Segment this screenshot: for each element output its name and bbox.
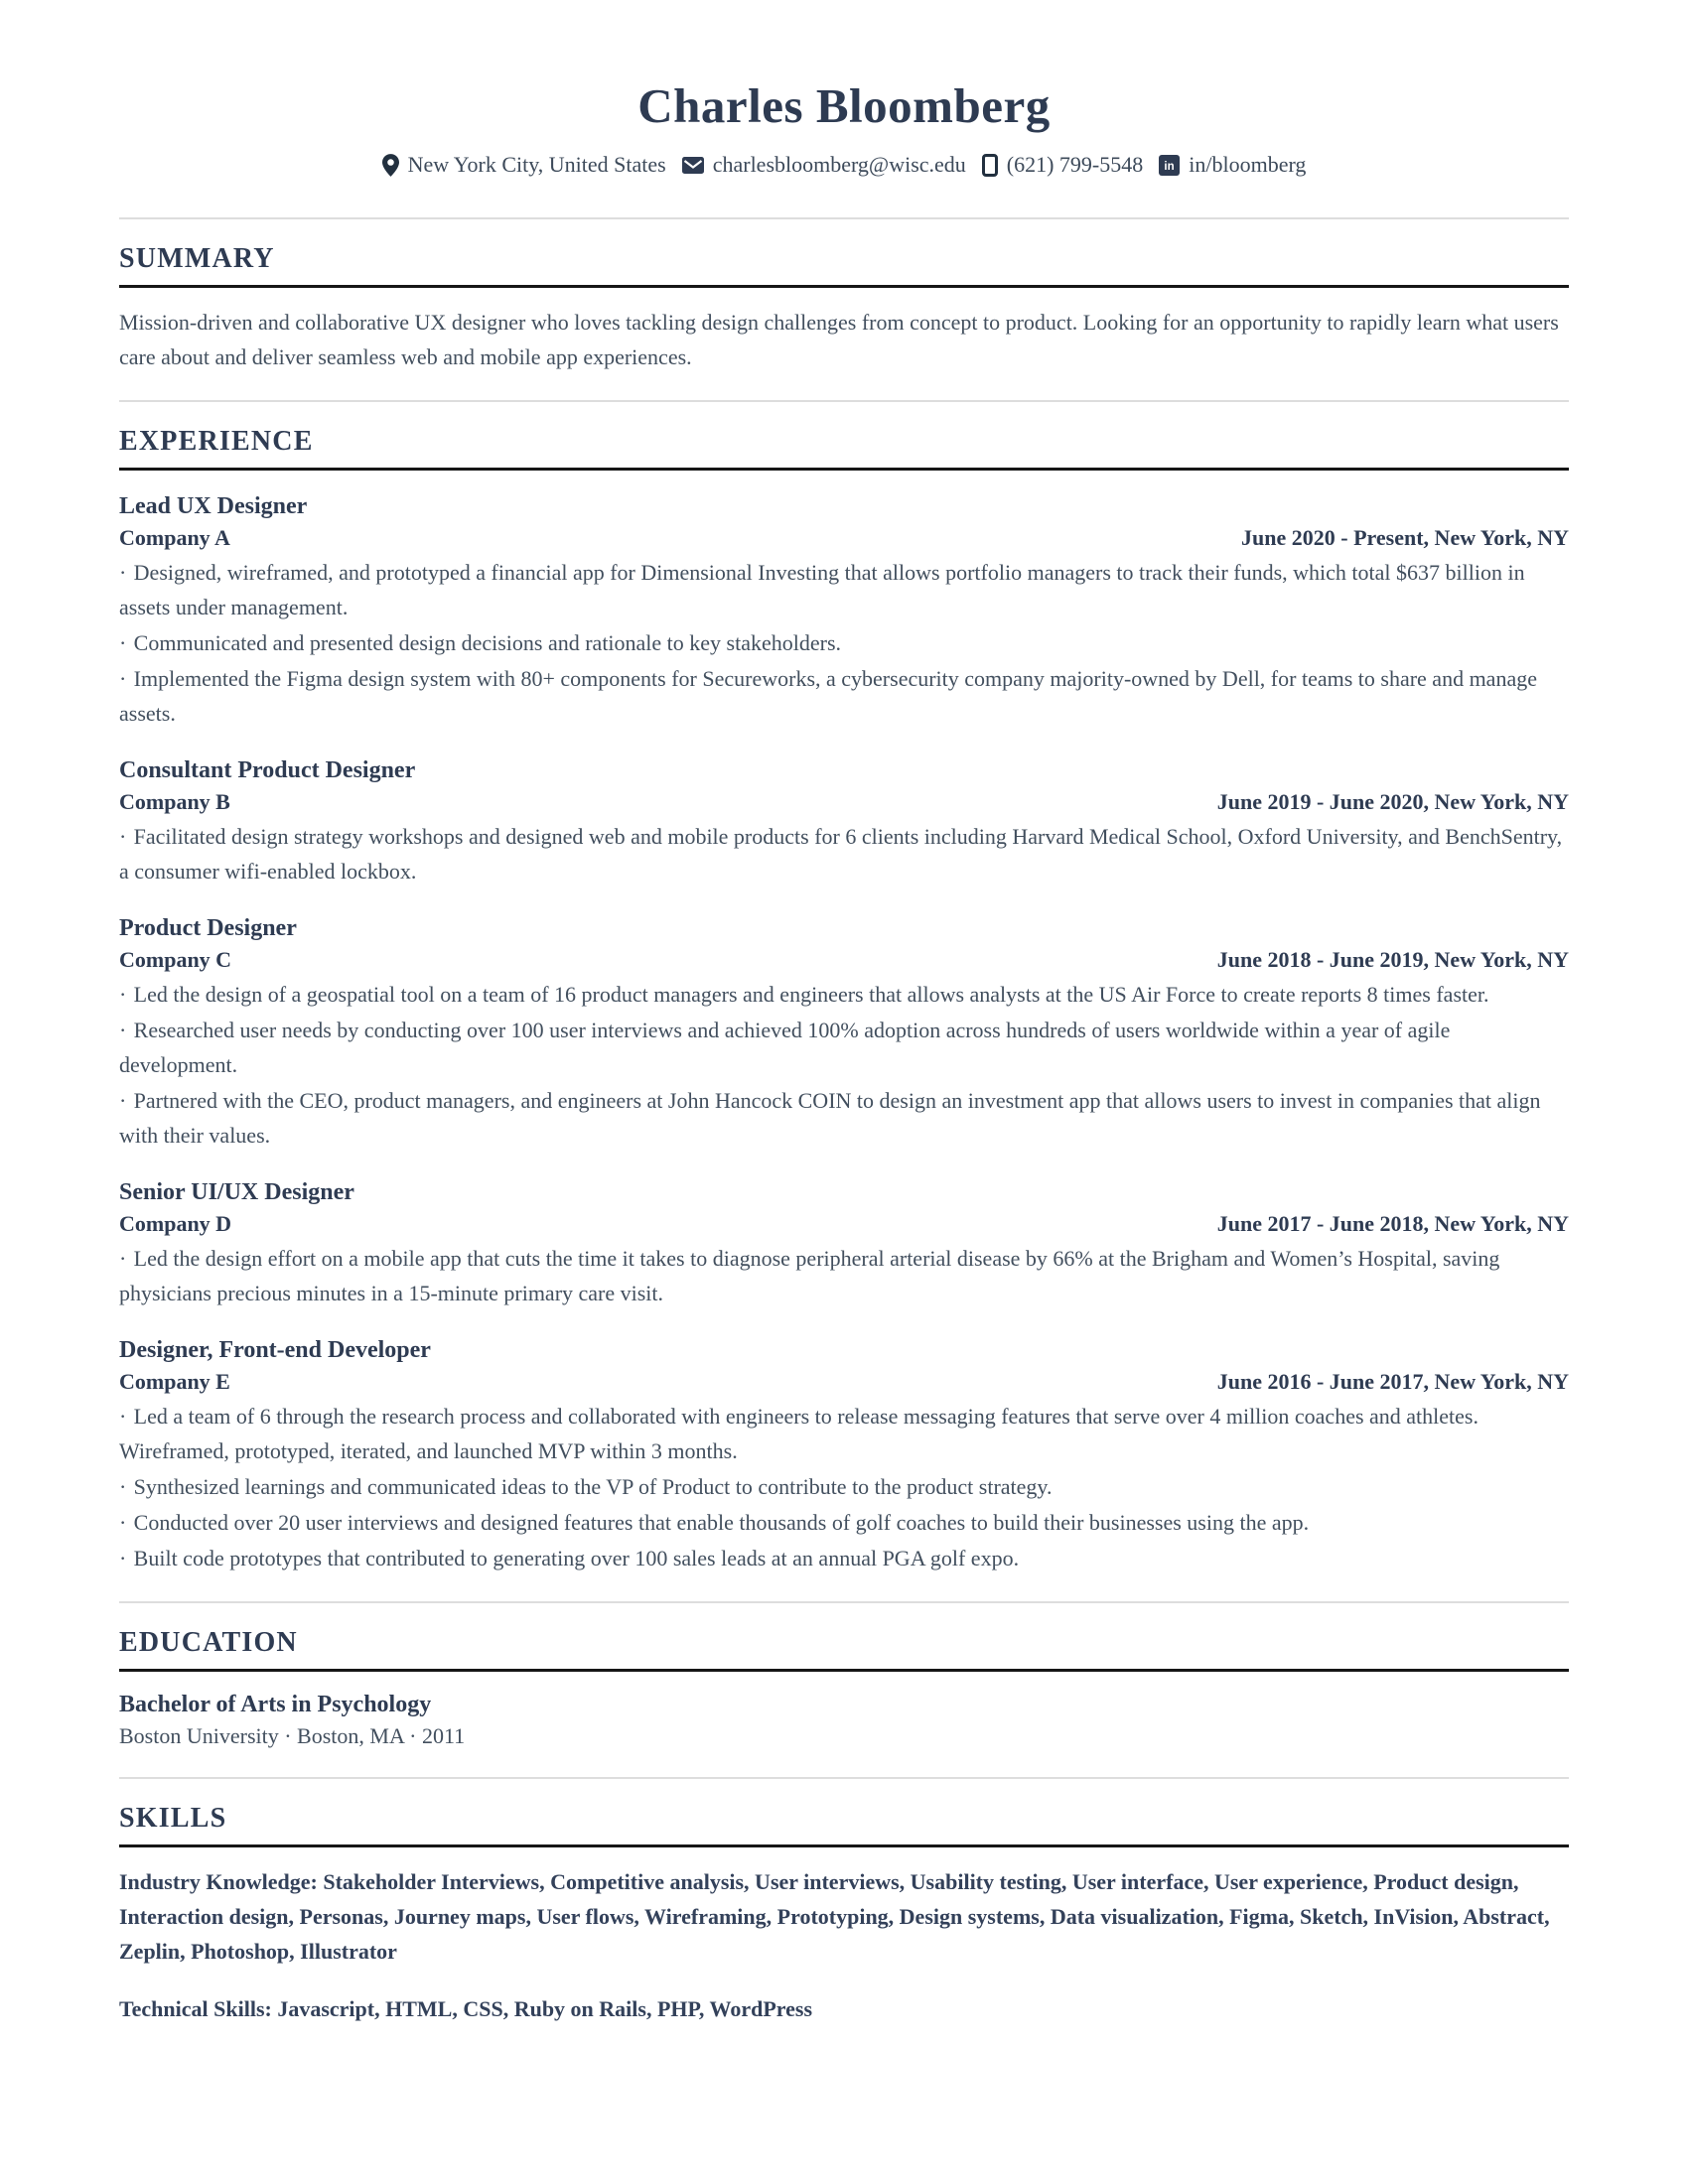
education-degree: Bachelor of Arts in Psychology (119, 1692, 432, 1717)
contact-email-text: charlesbloomberg@wisc.edu (712, 152, 966, 177)
contact-location (382, 152, 666, 178)
job-bullet: · Synthesized learnings and communicated ideas to the VP of Product to contribute to the product strategy. (119, 1469, 1569, 1504)
job-entry (119, 1176, 1569, 1310)
contact-row (119, 152, 1569, 178)
job-bullets (119, 1399, 1569, 1575)
contact-linkedin (1159, 152, 1306, 178)
summary-text: Mission-driven and collaborative UX designer who loves tackling design challenges from concept to product. Looking for an opportunity to rapidly learn what users care about and deliver seamless web and mobile app experiences. (119, 310, 1559, 369)
person-name: Charles Bloomberg (637, 78, 1051, 133)
job-bullet: · Conducted over 20 user interviews and designed features that enable thousands of golf coaches to build their businesses using the app. (119, 1505, 1569, 1540)
job-entry (119, 754, 1569, 888)
skills-technical-values: Javascript, HTML, CSS, Ruby on Rails, PHP, WordPress (277, 1996, 813, 2021)
job-dates: June 2020 - Present, New York, NY (1241, 525, 1569, 550)
job-bullets (119, 819, 1569, 888)
job-company: Company D (119, 1211, 232, 1236)
job-company: Company C (119, 947, 232, 972)
mobile-phone-icon (982, 154, 998, 177)
job-dates: June 2016 - June 2017, New York, NY (1216, 1369, 1569, 1394)
section-education (119, 1601, 1569, 1751)
job-dates: June 2018 - June 2019, New York, NY (1216, 947, 1569, 972)
job-bullet: · Implemented the Figma design system with 80+ components for Secureworks, a cybersecurity company majority-owned by Dell, for teams to share and manage assets. (119, 661, 1569, 731)
job-company: Company B (119, 789, 230, 814)
linkedin-icon (1159, 155, 1180, 176)
job-entry (119, 912, 1569, 1153)
job-bullet: · Led the design of a geospatial tool on a team of 16 product managers and engineers that allows analysts at the US Air Force to create reports 8 times faster. (119, 977, 1569, 1012)
section-summary (119, 217, 1569, 374)
skills-technical-label: Technical Skills: (119, 1996, 272, 2021)
job-bullet: · Facilitated design strategy workshops and designed web and mobile products for 6 clients including Harvard Medical School, Oxford University, and BenchSentry, a consumer wifi-enabled lockbox. (119, 819, 1569, 888)
job-meta-row (119, 786, 1569, 817)
job-title: Designer, Front-end Developer (119, 1337, 431, 1363)
education-details: Boston University · Boston, MA · 2011 (119, 1723, 466, 1748)
contact-email (682, 152, 966, 178)
job-bullets (119, 555, 1569, 731)
job-bullet: · Partnered with the CEO, product managers, and engineers at John Hancock COIN to design an investment app that allows users to invest in companies that align with their values. (119, 1083, 1569, 1153)
envelope-icon (682, 157, 704, 174)
job-bullet: · Led a team of 6 through the research process and collaborated with engineers to release messaging features that serve over 4 million coaches and athletes. Wireframed, prototyped, iterated, and launched MVP within 3 months. (119, 1399, 1569, 1468)
job-title: Consultant Product Designer (119, 757, 416, 783)
job-bullet: · Researched user needs by conducting over 100 user interviews and achieved 100% adoption across hundreds of users worldwide within a year of agile development. (119, 1013, 1569, 1082)
job-bullet: · Led the design effort on a mobile app that cuts the time it takes to diagnose peripheral arterial disease by 66% at the Brigham and Women’s Hospital, saving physicians precious minutes in a 15-minute primary care visit. (119, 1241, 1569, 1310)
job-meta-row (119, 522, 1569, 553)
skills-industry-label: Industry Knowledge: (119, 1869, 318, 1894)
summary-title: SUMMARY (119, 243, 1569, 288)
job-dates: June 2017 - June 2018, New York, NY (1216, 1211, 1569, 1236)
skills-technical-line (119, 1991, 1569, 2026)
section-skills (119, 1777, 1569, 2026)
job-title: Lead UX Designer (119, 493, 308, 519)
contact-linkedin-text: in/bloomberg (1189, 152, 1307, 177)
job-title: Senior UI/UX Designer (119, 1179, 354, 1205)
section-experience (119, 400, 1569, 1575)
education-title: EDUCATION (119, 1627, 1569, 1672)
job-meta-row (119, 944, 1569, 975)
job-meta-row (119, 1366, 1569, 1397)
job-bullets (119, 1241, 1569, 1310)
job-title: Product Designer (119, 915, 297, 941)
skills-industry-values: Stakeholder Interviews, Competitive analysis, User interviews, Usability testing, User interface, User experience, Product design, Interaction design, Personas, Journey maps, User flows, Wireframing, Prototyping, Design systems, Data visualization, Figma, Sketch, InVision, Abstract, Zeplin, Photoshop, Illustrator (119, 1869, 1550, 1964)
job-bullets (119, 977, 1569, 1153)
experience-jobs (119, 490, 1569, 1575)
svg-text:in: in (1164, 160, 1175, 173)
job-meta-row (119, 1208, 1569, 1239)
header (119, 77, 1569, 178)
job-entry (119, 1334, 1569, 1575)
location-pin-icon (382, 154, 399, 177)
job-entry (119, 490, 1569, 731)
skills-industry-line (119, 1864, 1569, 1969)
job-company: Company A (119, 525, 230, 550)
job-company: Company E (119, 1369, 230, 1394)
experience-title: EXPERIENCE (119, 426, 1569, 471)
job-dates: June 2019 - June 2020, New York, NY (1216, 789, 1569, 814)
job-bullet: · Built code prototypes that contributed to generating over 100 sales leads at an annual PGA golf expo. (119, 1541, 1569, 1575)
job-bullet: · Designed, wireframed, and prototyped a financial app for Dimensional Investing that allows portfolio managers to track their funds, which total $637 billion in assets under management. (119, 555, 1569, 624)
contact-phone (982, 152, 1143, 178)
contact-phone-text: (621) 799-5548 (1006, 152, 1144, 177)
skills-title: SKILLS (119, 1803, 1569, 1847)
contact-location-text: New York City, United States (407, 152, 666, 177)
job-bullet: · Communicated and presented design decisions and rationale to key stakeholders. (119, 625, 1569, 660)
